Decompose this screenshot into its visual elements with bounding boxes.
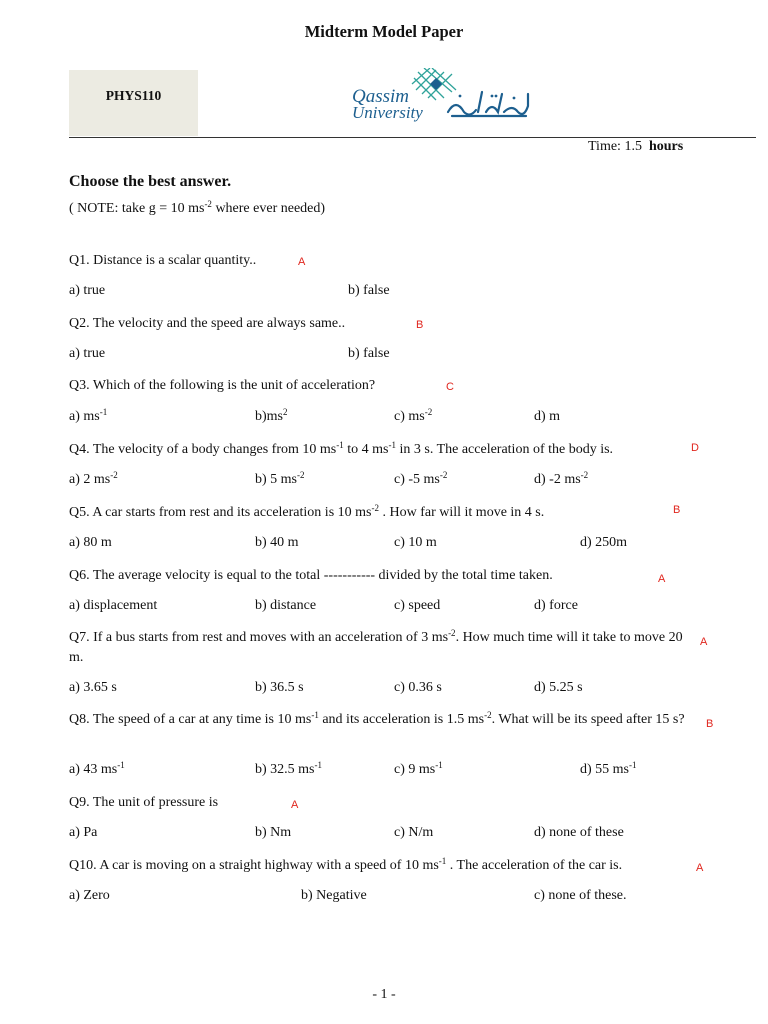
question-text: to 4 ms xyxy=(343,442,389,457)
option-text: b) 32.5 ms xyxy=(255,762,315,777)
q4-option-d[interactable] xyxy=(534,472,588,488)
question-text: . How far will it move in 4 s. xyxy=(378,505,545,520)
q5-option-d[interactable]: d) 250m xyxy=(580,535,628,550)
note-text-end: where ever needed) xyxy=(211,201,326,216)
question-text: . What will be its speed after 15 s? xyxy=(491,712,685,727)
question-text: in 3 s. The acceleration of the body is. xyxy=(395,442,614,457)
q2-option-b[interactable]: b) false xyxy=(348,346,390,361)
question-exponent: -1 xyxy=(438,856,447,866)
time-label: Time: 1.5 xyxy=(588,139,642,154)
time-allowed xyxy=(588,139,683,155)
question-text: . How much time will it take to move 20 m. xyxy=(69,630,683,665)
question-6 xyxy=(69,566,699,586)
page-number: - 1 - xyxy=(372,987,396,1002)
option-text: b)ms xyxy=(255,409,283,424)
question-2 xyxy=(69,314,699,334)
q6-option-a[interactable]: a) displacement xyxy=(69,598,158,613)
q3-option-c[interactable] xyxy=(394,409,432,425)
q6-option-b[interactable]: b) distance xyxy=(255,598,317,613)
q6-option-d[interactable]: d) force xyxy=(534,598,578,613)
question-3 xyxy=(69,376,699,396)
option-text: c) -5 ms xyxy=(394,472,440,487)
question-4 xyxy=(69,440,699,460)
option-text: b) 5 ms xyxy=(255,472,297,487)
question-7 xyxy=(69,628,699,668)
question-8 xyxy=(69,710,699,730)
question-text: Q3. Which of the following is the unit of acceleration? xyxy=(69,378,376,393)
option-text: d) -2 ms xyxy=(534,472,581,487)
course-code: PHYS110 xyxy=(105,88,162,103)
question-exponent: -2 xyxy=(484,710,492,720)
option-text: a) 43 ms xyxy=(69,762,118,777)
option-exponent: -2 xyxy=(580,470,589,480)
question-text: Q9. The unit of pressure is xyxy=(69,795,219,810)
answer-mark-q9: A xyxy=(291,799,299,811)
q9-option-d[interactable]: d) none of these xyxy=(534,825,624,840)
answer-mark-q6: A xyxy=(658,573,666,585)
question-exponent: -1 xyxy=(388,440,396,450)
question-text: Q10. A car is moving on a straight highway with a speed of 10 ms xyxy=(69,858,439,873)
q8-option-b[interactable] xyxy=(255,762,322,778)
question-exponent: -1 xyxy=(311,710,319,720)
option-exponent: -1 xyxy=(629,760,637,770)
q8-option-d[interactable] xyxy=(580,762,637,778)
question-text: Q2. The velocity and the speed are always same.. xyxy=(69,316,346,331)
question-5 xyxy=(69,503,699,523)
q5-option-b[interactable]: b) 40 m xyxy=(255,535,299,550)
q1-option-b[interactable]: b) false xyxy=(348,283,390,298)
option-text: a) ms xyxy=(69,409,100,424)
svg-text:Qassim: Qassim xyxy=(352,86,410,107)
answer-mark-q5: B xyxy=(673,504,681,516)
option-exponent: 2 xyxy=(283,407,288,417)
q8-option-a[interactable] xyxy=(69,762,125,778)
question-9 xyxy=(69,793,699,813)
q8-option-c[interactable] xyxy=(394,762,443,778)
q10-option-a[interactable]: a) Zero xyxy=(69,888,110,903)
option-text: a) 2 ms xyxy=(69,472,111,487)
q10-option-b[interactable]: b) Negative xyxy=(301,888,367,903)
question-text: . The acceleration of the car is. xyxy=(446,858,623,873)
option-exponent: -1 xyxy=(435,760,443,770)
answer-mark-q10: A xyxy=(696,862,704,874)
q3-option-b[interactable] xyxy=(255,409,288,425)
instructions-note xyxy=(69,201,325,217)
q7-option-d[interactable]: d) 5.25 s xyxy=(534,680,583,695)
note-text: ( NOTE: take g = 10 ms xyxy=(69,201,205,216)
q4-option-b[interactable] xyxy=(255,472,305,488)
question-text: Q6. The average velocity is equal to the total ----------- divided by the total time taken. xyxy=(69,568,553,583)
question-10 xyxy=(69,856,709,876)
question-exponent: -2 xyxy=(371,503,379,513)
svg-text:University: University xyxy=(352,103,423,122)
question-text: Q5. A car starts from rest and its acceleration is 10 ms xyxy=(69,505,372,520)
q3-option-a[interactable] xyxy=(69,409,107,425)
q9-option-b[interactable]: b) Nm xyxy=(255,825,292,840)
q4-option-c[interactable] xyxy=(394,472,447,488)
q9-option-c[interactable]: c) N/m xyxy=(394,825,434,840)
question-text: Q1. Distance is a scalar quantity.. xyxy=(69,253,257,268)
q9-option-a[interactable]: a) Pa xyxy=(69,825,98,840)
question-text: and its acceleration is 1.5 ms xyxy=(318,712,485,727)
q2-option-a[interactable]: a) true xyxy=(69,346,106,361)
page-title: Midterm Model Paper xyxy=(304,22,464,41)
question-text: Q4. The velocity of a body changes from 10 ms xyxy=(69,442,337,457)
q6-option-c[interactable]: c) speed xyxy=(394,598,441,613)
option-text: d) 55 ms xyxy=(580,762,629,777)
option-text: c) ms xyxy=(394,409,425,424)
note-exponent: -2 xyxy=(204,199,212,209)
question-exponent: -1 xyxy=(336,440,344,450)
header-divider xyxy=(69,137,756,138)
answer-mark-q4: D xyxy=(691,442,699,454)
option-exponent: -2 xyxy=(297,470,305,480)
option-exponent: -1 xyxy=(99,407,108,417)
answer-mark-q2: B xyxy=(416,319,424,331)
q10-option-c[interactable]: c) none of these. xyxy=(534,888,627,903)
qassim-university-logo xyxy=(352,68,530,124)
q7-option-b[interactable]: b) 36.5 s xyxy=(255,680,304,695)
answer-mark-q7: A xyxy=(700,636,708,648)
q7-option-a[interactable]: a) 3.65 s xyxy=(69,680,117,695)
q5-option-c[interactable]: c) 10 m xyxy=(394,535,437,550)
answer-mark-q8: B xyxy=(706,718,714,730)
option-exponent: -1 xyxy=(314,760,322,770)
q5-option-a[interactable]: a) 80 m xyxy=(69,535,112,550)
course-code-box xyxy=(69,70,198,136)
question-text: Q7. If a bus starts from rest and moves with an acceleration of 3 ms xyxy=(69,630,449,645)
q7-option-c[interactable]: c) 0.36 s xyxy=(394,680,442,695)
q4-option-a[interactable] xyxy=(69,472,118,488)
option-exponent: -1 xyxy=(117,760,125,770)
question-exponent: -2 xyxy=(448,628,456,638)
option-exponent: -2 xyxy=(110,470,118,480)
answer-mark-q3: C xyxy=(446,381,454,393)
question-1 xyxy=(69,251,699,271)
question-text: Q8. The speed of a car at any time is 10 ms xyxy=(69,712,312,727)
q3-option-d[interactable]: d) m xyxy=(534,409,561,424)
answer-mark-q1: A xyxy=(298,256,306,268)
option-exponent: -2 xyxy=(439,470,448,480)
time-unit: hours xyxy=(648,139,684,154)
q1-option-a[interactable]: a) true xyxy=(69,283,106,298)
option-text: c) 9 ms xyxy=(394,762,436,777)
option-exponent: -2 xyxy=(424,407,433,417)
instructions-heading: Choose the best answer. xyxy=(69,173,232,190)
